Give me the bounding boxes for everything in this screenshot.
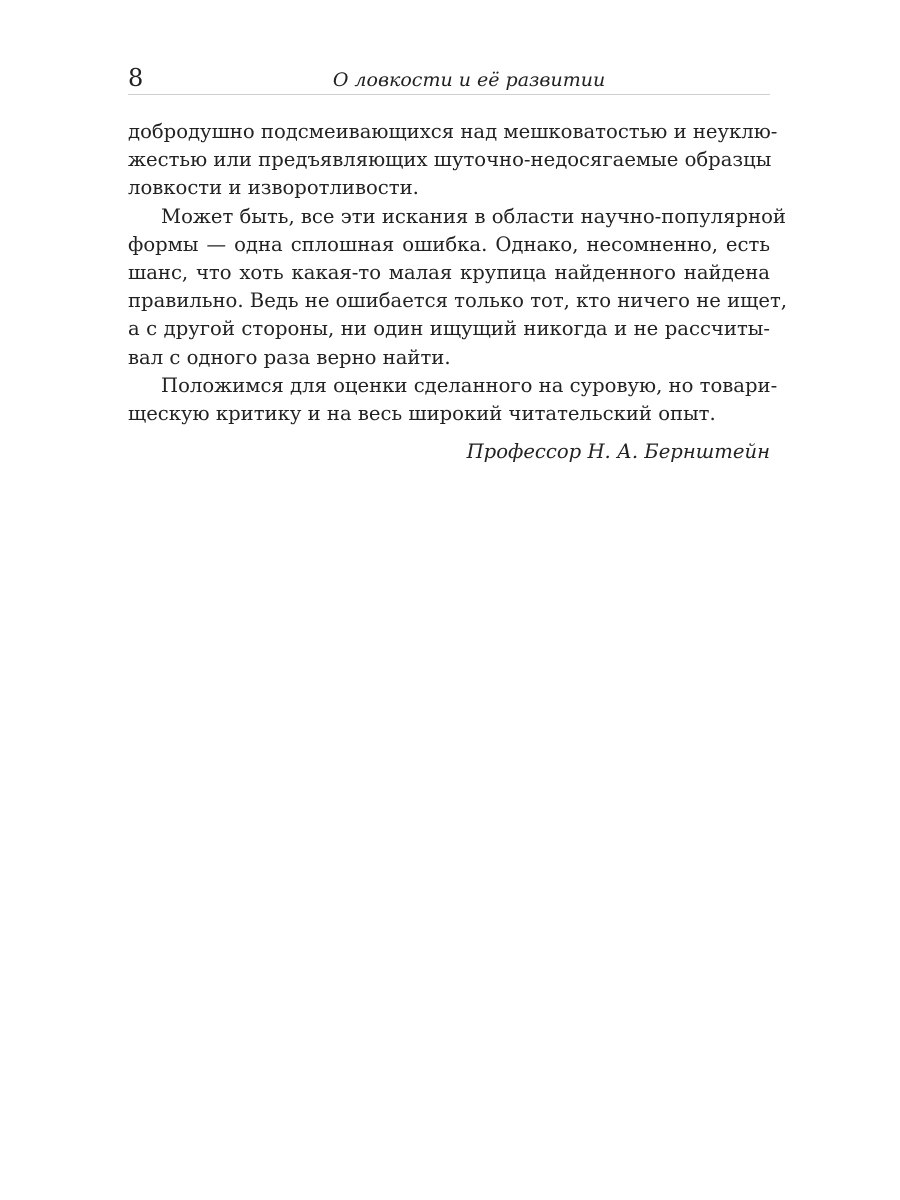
text-line: Положимся для оценки сделанного на суровую, но товари- [161,373,778,397]
page-header [128,58,770,95]
text-line: ловкости и изворотливости. [128,176,419,200]
text-line: щескую критику и на весь широкий читательский опыт. [128,402,716,426]
running-title: О ловкости и её развитии [332,69,606,91]
author-signature: Профессор Н. А. Бернштейн [466,440,770,463]
text-line: шанс, что хоть какая-то малая крупица найденного найдена [128,261,770,285]
text-line: вал с одного раза верно найти. [128,345,451,369]
text-line: а с другой стороны, ни один ищущий никогда и не рассчиты- [128,317,770,341]
text-line: Может быть, все эти искания в области научно-популярной [161,204,786,228]
body-text [128,118,788,428]
text-line: правильно. Ведь не ошибается только тот, кто ничего не ищет, [128,289,788,313]
text-line: добродушно подсмеивающихся над мешковатостью и неуклю- [128,120,778,143]
page-number: 8 [128,64,144,92]
text-line: формы — одна сплошная ошибка. Однако, несомненно, есть [128,232,770,256]
text-line: жестью или предъявляющих шуточно-недосягаемые образцы [128,148,772,172]
